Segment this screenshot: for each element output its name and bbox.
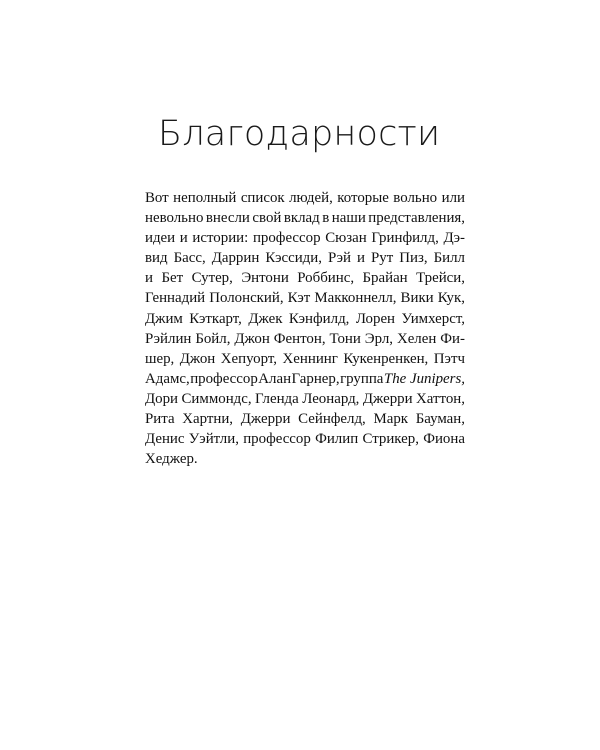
word: Даррин bbox=[211, 250, 260, 267]
word: Геннадий bbox=[145, 290, 206, 307]
word: Фиона bbox=[423, 431, 465, 448]
word: Рут bbox=[370, 250, 394, 267]
text-line bbox=[145, 369, 465, 389]
word: Дэ- bbox=[443, 230, 465, 247]
word: Кэнфилд, bbox=[288, 310, 350, 327]
word: Кукенренкен, bbox=[343, 350, 429, 367]
text-line bbox=[145, 208, 465, 228]
word: Марк bbox=[373, 411, 408, 428]
word: Леонард, bbox=[302, 390, 360, 407]
text-line bbox=[145, 349, 465, 369]
word: Вики bbox=[400, 290, 434, 307]
word: Джон bbox=[234, 330, 270, 347]
text-line bbox=[145, 309, 465, 329]
word: Джек bbox=[248, 310, 283, 327]
word: The Junipers, bbox=[383, 370, 465, 387]
word: группа bbox=[340, 370, 384, 387]
word: Джерри bbox=[362, 390, 413, 407]
word: Эрл, bbox=[364, 330, 394, 347]
word: Хелен bbox=[396, 330, 437, 347]
word: неполный bbox=[173, 190, 237, 206]
word: Денис bbox=[145, 431, 185, 448]
text-line bbox=[145, 268, 465, 288]
word: Трейси, bbox=[416, 270, 465, 287]
word: представления, bbox=[368, 210, 465, 227]
word: которые bbox=[337, 190, 389, 206]
word: Тони bbox=[329, 330, 361, 347]
word: людей, bbox=[289, 190, 333, 206]
word: Пиз, bbox=[399, 250, 428, 267]
text-line bbox=[145, 329, 465, 349]
word: Кэссиди, bbox=[265, 250, 322, 267]
word: Хеджер. bbox=[145, 451, 198, 468]
word: Макконнелл, bbox=[314, 290, 397, 307]
word: профессор bbox=[243, 431, 311, 448]
word: Полонский, bbox=[209, 290, 284, 307]
word: Рэй bbox=[327, 250, 351, 267]
word: Дори bbox=[145, 390, 179, 407]
word: вклад bbox=[283, 210, 320, 227]
word: вольно bbox=[393, 190, 438, 206]
word: шер, bbox=[145, 350, 175, 367]
word: Джим bbox=[145, 310, 183, 327]
word: Энтони bbox=[241, 270, 289, 287]
word: или bbox=[441, 190, 465, 206]
word: Лорен bbox=[355, 310, 396, 327]
word: Гарнер, bbox=[291, 370, 340, 387]
word: Адамс, bbox=[145, 370, 190, 387]
word: Стрикер, bbox=[362, 431, 419, 448]
text-line bbox=[145, 188, 465, 208]
word: в bbox=[322, 210, 330, 227]
word: Джерри bbox=[240, 411, 291, 428]
word: профессор bbox=[252, 230, 321, 247]
word: Сейнфелд, bbox=[298, 411, 366, 428]
page-title: Благодарности bbox=[158, 114, 441, 154]
word: Фи- bbox=[440, 330, 465, 347]
word: свой bbox=[252, 210, 282, 227]
word: Сутер, bbox=[191, 270, 233, 287]
word: Пэтч bbox=[433, 350, 465, 367]
word: Бауман, bbox=[415, 411, 465, 428]
word: идеи bbox=[145, 230, 176, 247]
word: Билл bbox=[433, 250, 465, 267]
word: Хаттон, bbox=[416, 390, 465, 407]
text-line bbox=[145, 409, 465, 429]
acknowledgements-paragraph bbox=[145, 188, 465, 469]
text-line bbox=[145, 429, 465, 449]
text-line bbox=[145, 228, 465, 248]
word: Басс, bbox=[173, 250, 206, 267]
text-line bbox=[145, 449, 465, 469]
word: Хартни, bbox=[182, 411, 234, 428]
word: Хепуорт, bbox=[220, 350, 277, 367]
word: Бойл, bbox=[195, 330, 231, 347]
word: Уэйтли, bbox=[188, 431, 239, 448]
word: Гринфилд, bbox=[371, 230, 439, 247]
word: Хеннинг bbox=[282, 350, 338, 367]
word: Джон bbox=[179, 350, 216, 367]
word: и bbox=[179, 230, 188, 247]
word: Сюзан bbox=[325, 230, 367, 247]
word: Фентон, bbox=[273, 330, 326, 347]
word: Кэткарт, bbox=[189, 310, 242, 327]
word: невольно bbox=[145, 210, 204, 227]
word: список bbox=[240, 190, 285, 206]
word: и bbox=[145, 270, 153, 287]
word: и bbox=[356, 250, 365, 267]
word: внесли bbox=[205, 210, 250, 227]
word: Алан bbox=[258, 370, 292, 387]
text-line bbox=[145, 248, 465, 268]
word: профессор bbox=[190, 370, 258, 387]
text-line bbox=[145, 389, 465, 409]
word: наши bbox=[331, 210, 366, 227]
word: Рита bbox=[145, 411, 175, 428]
word: Вот bbox=[145, 190, 169, 206]
word: Кэт bbox=[287, 290, 311, 307]
word: Симмондс, bbox=[181, 390, 252, 407]
word: Уимхерст, bbox=[401, 310, 465, 327]
word: Брайан bbox=[362, 270, 408, 287]
word: Гленда bbox=[255, 390, 299, 407]
word: Бет bbox=[161, 270, 184, 287]
word: вид bbox=[145, 250, 168, 267]
word: истории: bbox=[192, 230, 249, 247]
word: Рэйлин bbox=[145, 330, 192, 347]
word: Филип bbox=[315, 431, 359, 448]
word: Роббинс, bbox=[297, 270, 355, 287]
word: Кук, bbox=[437, 290, 465, 307]
text-line bbox=[145, 288, 465, 308]
